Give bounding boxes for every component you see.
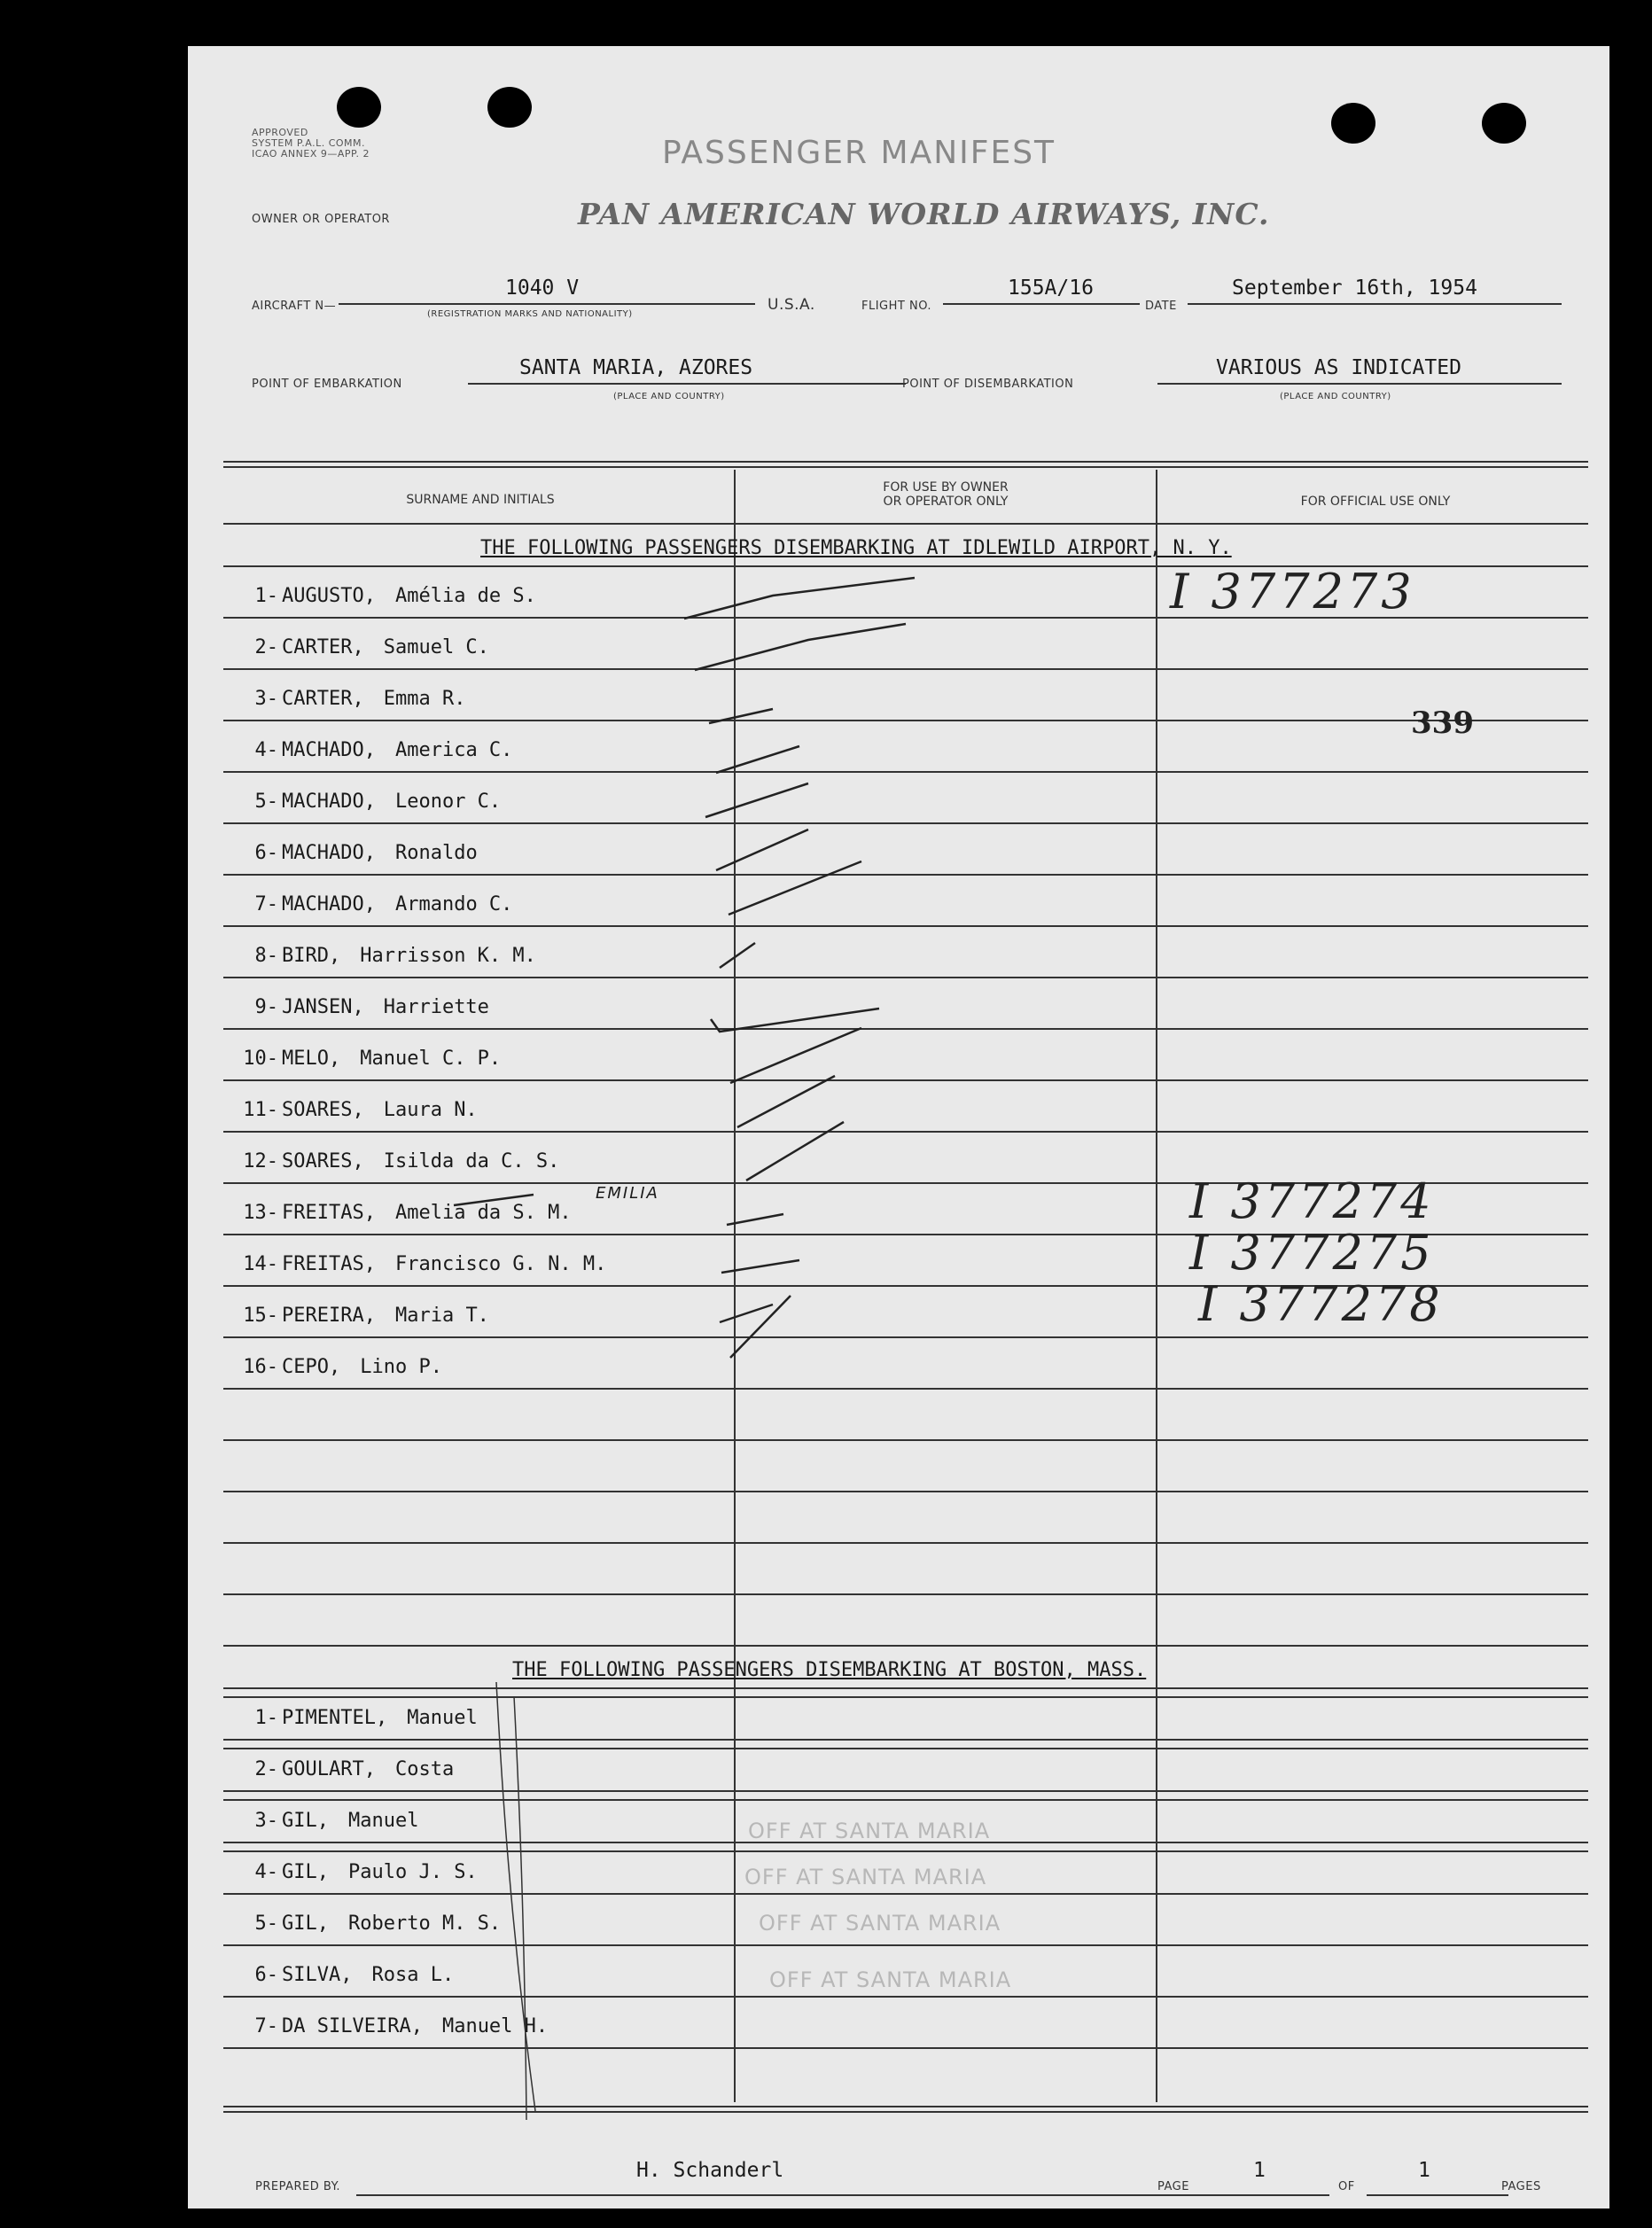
- given-names: Manuel C. P.: [360, 1048, 502, 1070]
- row-number: 15-: [243, 1305, 278, 1327]
- disembark-value: VARIOUS AS INDICATED: [1216, 356, 1461, 379]
- surname: SOARES,: [282, 1150, 364, 1172]
- passenger-row: [230, 2015, 798, 2037]
- row-number: 14-: [243, 1253, 278, 1275]
- surname: GIL,: [282, 1912, 329, 1935]
- check-mark: [684, 578, 915, 619]
- of-label: OF: [1338, 2180, 1355, 2193]
- surname: MACHADO,: [282, 842, 376, 864]
- given-names: Harriette: [383, 996, 489, 1018]
- row-number: 10-: [243, 1048, 278, 1070]
- surname: MACHADO,: [282, 739, 376, 761]
- given-names: Maria T.: [394, 1305, 489, 1327]
- approval-line: APPROVED: [252, 127, 308, 138]
- surname: PIMENTEL,: [282, 1707, 388, 1729]
- check-mark: [730, 1028, 861, 1083]
- strike-through: [454, 1195, 534, 1205]
- surname: SOARES,: [282, 1099, 364, 1121]
- surname: PEREIRA,: [282, 1305, 376, 1327]
- nationality: U.S.A.: [768, 296, 815, 314]
- row-number: 3-: [254, 688, 278, 710]
- row-number: 9-: [254, 996, 278, 1018]
- given-names: Ronaldo: [394, 842, 478, 864]
- surname: FREITAS,: [282, 1202, 376, 1224]
- row-number: 3-: [254, 1810, 278, 1832]
- embark-value: SANTA MARIA, AZORES: [519, 356, 753, 379]
- check-mark: [720, 943, 755, 968]
- owner-header-line: FOR USE BY OWNER: [883, 480, 1009, 495]
- given-names: Leonor C.: [394, 791, 502, 813]
- surname: GOULART,: [282, 1758, 376, 1780]
- given-names: Harrisson K. M.: [360, 945, 536, 967]
- check-mark: [720, 1296, 791, 1358]
- given-names: Isilda da C. S.: [383, 1150, 560, 1172]
- prepared-by-label: PREPARED BY.: [255, 2180, 341, 2193]
- aircraft-value: 1040 V: [505, 277, 580, 300]
- check-mark: [727, 1214, 783, 1225]
- row-number: 11-: [243, 1099, 278, 1121]
- section-heading-boston: THE FOLLOWING PASSENGERS DISEMBARKING AT BOSTON, MASS.: [512, 1659, 1147, 1681]
- check-mark: [705, 783, 808, 817]
- disembark-sub: (PLACE AND COUNTRY): [1280, 392, 1391, 401]
- row-number: 8-: [254, 945, 278, 967]
- check-mark: [716, 746, 799, 773]
- row-number: 1-: [254, 1707, 278, 1729]
- manifest-sheet: [188, 46, 1609, 2209]
- surname: GIL,: [282, 1810, 329, 1832]
- embark-label: POINT OF EMBARKATION: [252, 378, 402, 391]
- stamp-off-at-santa-maria: OFF AT SANTA MARIA: [744, 1865, 987, 1889]
- surname: AUGUSTO,: [282, 585, 376, 607]
- row-number: 7-: [254, 2015, 278, 2037]
- given-names: Manuel H.: [441, 2015, 549, 2037]
- owner-value: PAN AMERICAN WORLD AIRWAYS, INC.: [578, 197, 1270, 231]
- given-names: Samuel C.: [383, 636, 489, 658]
- total-pages: 1: [1418, 2159, 1430, 2182]
- surname: DA SILVEIRA,: [282, 2015, 423, 2037]
- page-number: 1: [1253, 2159, 1266, 2182]
- passenger-row: [230, 1810, 798, 1832]
- handwritten-correction: EMILIA: [596, 1184, 659, 1203]
- given-names: Laura N.: [383, 1099, 478, 1121]
- passenger-row: [230, 1758, 798, 1780]
- date-value: September 16th, 1954: [1232, 277, 1477, 300]
- check-mark: [709, 709, 773, 723]
- row-number: 4-: [254, 739, 278, 761]
- row-number: 4-: [254, 1861, 278, 1883]
- section-heading-idlewild: THE FOLLOWING PASSENGERS DISEMBARKING AT IDLEWILD AIRPORT, N. Y.: [480, 537, 1232, 559]
- check-mark: [721, 1260, 799, 1273]
- given-names: Armando C.: [394, 893, 513, 915]
- surname: JANSEN,: [282, 996, 364, 1018]
- surname: CARTER,: [282, 688, 364, 710]
- surname: CARTER,: [282, 636, 364, 658]
- surname: GIL,: [282, 1861, 329, 1883]
- row-number: 13-: [243, 1202, 278, 1224]
- embark-sub: (PLACE AND COUNTRY): [613, 392, 725, 401]
- given-names: Francisco G. N. M.: [394, 1253, 607, 1275]
- page-label: PAGE: [1157, 2180, 1189, 2193]
- owner-label: OWNER OR OPERATOR: [252, 213, 390, 226]
- flight-value: 155A/16: [1008, 277, 1094, 300]
- given-names: Paulo J. S.: [347, 1861, 478, 1883]
- approval-line: SYSTEM P.A.L. COMM.: [252, 137, 366, 149]
- aircraft-sub: (REGISTRATION MARKS AND NATIONALITY): [427, 309, 633, 319]
- surname: FREITAS,: [282, 1253, 376, 1275]
- check-mark: [737, 1076, 835, 1127]
- given-names: Manuel: [347, 1810, 419, 1832]
- passenger-row: [230, 1861, 798, 1883]
- disembark-label: POINT OF DISEMBARKATION: [902, 378, 1074, 391]
- check-mark: [695, 624, 906, 670]
- row-number: 5-: [254, 791, 278, 813]
- surname: MELO,: [282, 1048, 341, 1070]
- surname: MACHADO,: [282, 791, 376, 813]
- check-mark: [716, 830, 808, 870]
- approval-line: ICAO ANNEX 9—APP. 2: [252, 148, 370, 160]
- check-mark: [711, 1009, 879, 1032]
- row-number: 1-: [254, 585, 278, 607]
- prepared-by-value: H. Schanderl: [636, 2159, 784, 2182]
- given-names: America C.: [394, 739, 513, 761]
- given-names: Amélia de S.: [394, 585, 536, 607]
- given-names: Lino P.: [360, 1356, 442, 1378]
- given-names: Costa: [394, 1758, 455, 1780]
- check-mark: [746, 1122, 844, 1180]
- stamp-off-at-santa-maria: OFF AT SANTA MARIA: [748, 1819, 991, 1843]
- stamp-off-at-santa-maria: OFF AT SANTA MARIA: [769, 1967, 1012, 1992]
- surname: SILVA,: [282, 1964, 353, 1986]
- surname: MACHADO,: [282, 893, 376, 915]
- pages-label: PAGES: [1501, 2180, 1541, 2193]
- given-names: Roberto M. S.: [347, 1912, 502, 1935]
- row-number: 5-: [254, 1912, 278, 1935]
- aircraft-label: AIRCRAFT N—: [252, 300, 337, 313]
- passenger-row: [230, 1707, 798, 1729]
- handwritten-number: I 377275: [1189, 1225, 1435, 1281]
- stamped-number: 339: [1411, 705, 1474, 741]
- given-names: Amelia da S. M.: [394, 1202, 572, 1224]
- row-number: 12-: [243, 1150, 278, 1172]
- handwritten-number: I 377274: [1189, 1173, 1435, 1229]
- given-names: Rosa L.: [371, 1964, 455, 1986]
- page-title: PASSENGER MANIFEST: [662, 135, 1056, 171]
- handwritten-number: I 377278: [1198, 1276, 1444, 1332]
- stamp-off-at-santa-maria: OFF AT SANTA MARIA: [759, 1911, 1001, 1936]
- column-header-official: FOR OFFICIAL USE ONLY: [1300, 495, 1451, 509]
- row-number: 6-: [254, 1964, 278, 1986]
- date-label: DATE: [1145, 300, 1177, 313]
- row-number: 2-: [254, 1758, 278, 1780]
- column-header-surname: SURNAME AND INITIALS: [406, 493, 555, 507]
- surname: CEPO,: [282, 1356, 341, 1378]
- passenger-row: [230, 1912, 798, 1935]
- handwritten-number: I 377273: [1170, 564, 1415, 619]
- passenger-row: [230, 1964, 798, 1986]
- surname: BIRD,: [282, 945, 341, 967]
- owner-header-line: OR OPERATOR ONLY: [883, 495, 1009, 509]
- flight-label: FLIGHT NO.: [861, 300, 932, 313]
- row-number: 7-: [254, 893, 278, 915]
- row-number: 6-: [254, 842, 278, 864]
- row-number: 16-: [243, 1356, 278, 1378]
- check-mark: [729, 861, 861, 915]
- given-names: Manuel: [407, 1707, 478, 1729]
- row-number: 2-: [254, 636, 278, 658]
- given-names: Emma R.: [383, 688, 466, 710]
